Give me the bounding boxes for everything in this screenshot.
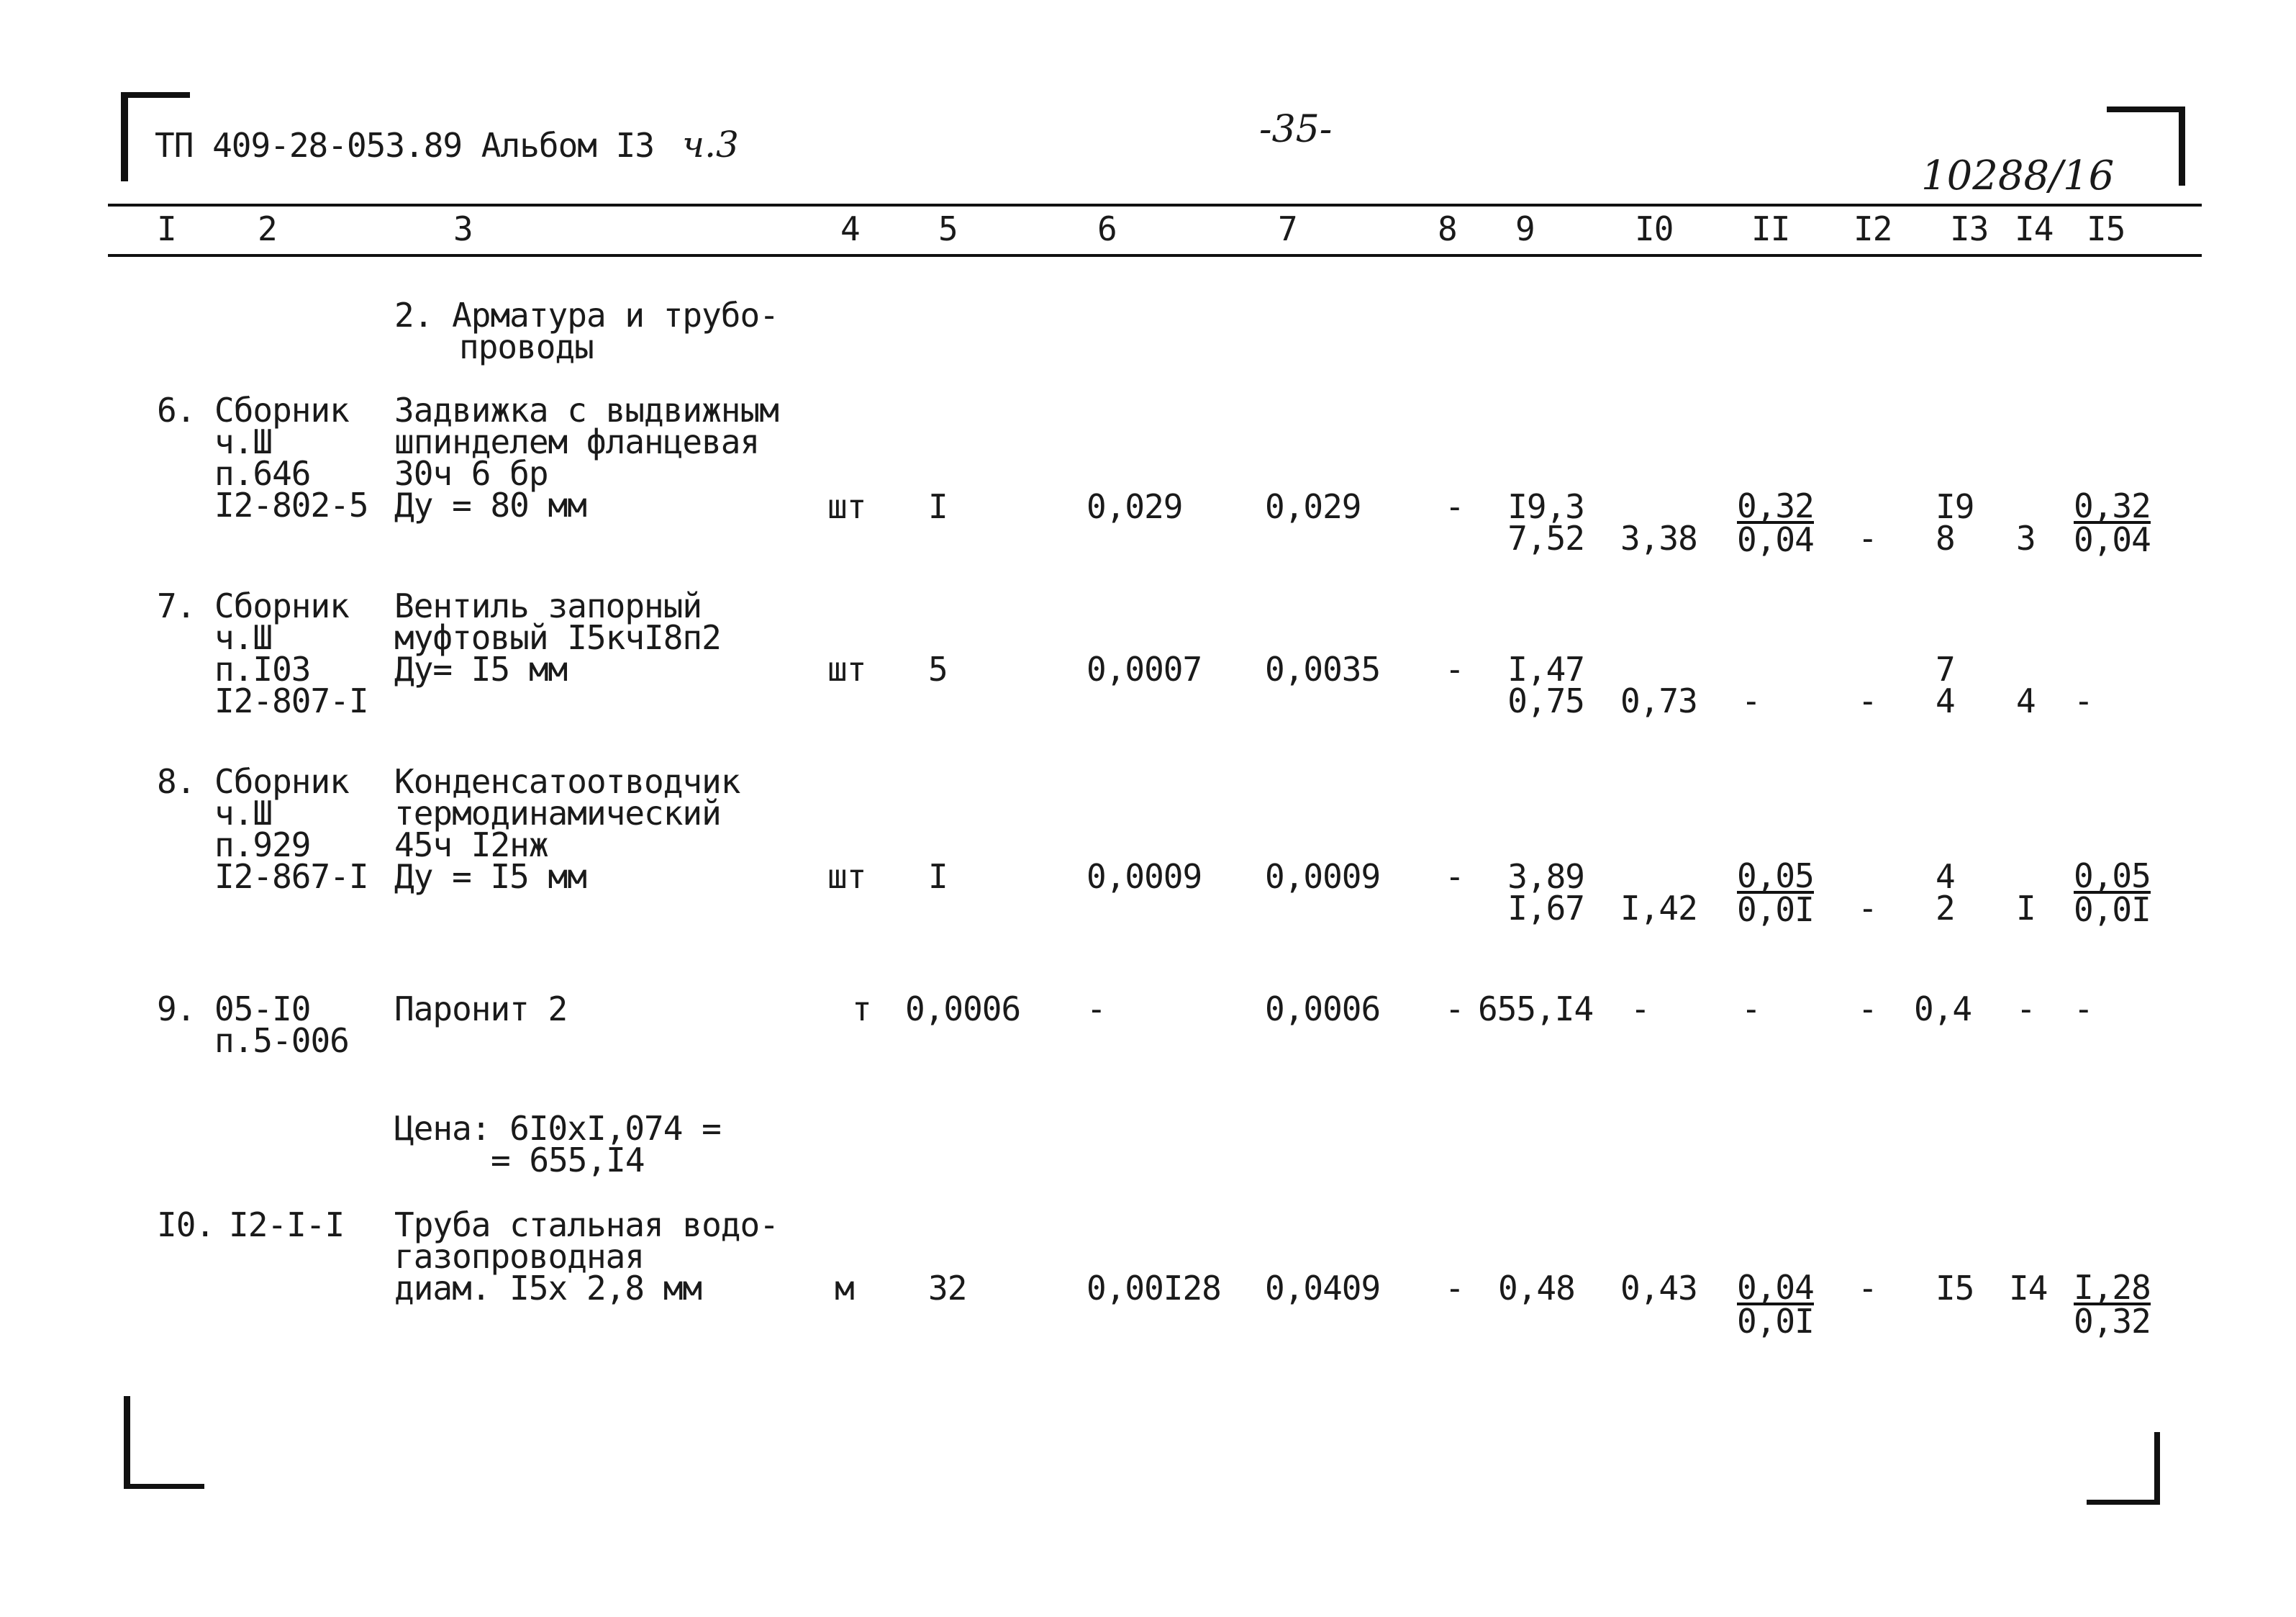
frame-corner-top-right [2179,107,2185,186]
name-line: шпинделем фланцевая [394,422,760,461]
col9-top: 3,89 [1507,857,1584,896]
name-line: муфтовый I5кчI8п2 [394,618,721,657]
frame-corner-top-left [121,92,128,181]
row-col10: 0,73 [1620,681,1697,720]
row-col6: 0,0007 [1086,650,1202,689]
row-col12: - [1858,519,1877,558]
fraction-numerator: 0,04 [1737,1268,1814,1307]
row-col14: I4 [2009,1269,2048,1308]
name-line: 30ч 6 бр [394,454,548,493]
row-col13: 0,4 [1914,989,1972,1028]
row-col7: 0,0035 [1265,650,1381,689]
row-col9: 655,I4 [1478,989,1594,1028]
row-col9 [1498,650,1584,720]
source-line: ч.Ш [214,618,273,657]
row-col12: - [1858,1269,1877,1308]
column-header: I2 [1853,209,1892,248]
name-line: Конденсатоотводчик [394,762,740,801]
col13-top: 7 [1936,650,1955,689]
fraction-numerator: 0,05 [2074,856,2151,895]
source-line: п.I03 [214,650,311,689]
col9-bottom: 7,52 [1507,519,1584,558]
row-name [394,762,740,896]
row-quantity: I [928,487,948,526]
name-line: Задвижка с выдвижным [394,391,779,430]
fraction-denominator: 0,0I [2074,890,2151,929]
column-header: 3 [453,209,473,248]
row-quantity: 5 [928,650,948,689]
column-header: 9 [1515,209,1535,248]
frame-corner-bottom-left [124,1484,204,1489]
row-col15-fraction [2074,1268,2151,1341]
row-col7: 0,0409 [1265,1269,1381,1308]
row-col13 [1936,487,1974,558]
row-source [214,762,368,896]
source-line: Сборник [214,762,349,801]
column-header: II [1751,209,1790,248]
column-header: 6 [1097,209,1117,248]
name-line: Ду= I5 мм [394,650,568,689]
row-col11-fraction [1737,1268,1814,1341]
row-col6: 0,029 [1086,487,1183,526]
row-col13 [1936,857,1955,928]
source-line: ч.Ш [214,422,273,461]
fraction-numerator: 0,05 [1737,856,1814,895]
name-line: 45ч I2нж [394,825,548,864]
source-line: Сборник [214,391,349,430]
col9-top: I,47 [1507,650,1584,689]
frame-corner-bottom-right [2087,1500,2160,1505]
row-col12: - [1858,681,1877,720]
row-number: I0. [157,1205,215,1244]
row-col7: 0,029 [1265,487,1361,526]
row-col13 [1936,650,1955,720]
row-col10: 0,43 [1620,1269,1697,1308]
row-unit: шт [827,487,866,526]
row-unit: шт [827,650,866,689]
col13-bottom: 2 [1936,889,1955,928]
column-header: 2 [258,209,277,248]
fraction-denominator: 0,32 [2074,1302,2151,1341]
row-col7: 0,0009 [1265,857,1381,896]
col9-top: I9,3 [1507,487,1584,526]
row-col13: I5 [1936,1269,1974,1308]
page-number: -35- [1259,108,1333,151]
name-line: газопроводная [394,1237,645,1276]
col13-top: I9 [1936,487,1974,526]
source-line: п.646 [214,454,311,493]
row-name [394,586,721,689]
source-line: ч.Ш [214,794,273,833]
row-col8: - [1445,1269,1464,1308]
row-col8: - [1445,650,1464,689]
section-heading-line: 2. Арматура и трубо- [394,296,779,335]
price-note [394,1109,721,1179]
fraction-denominator: 0,0I [1737,890,1814,929]
fraction-numerator: 0,32 [1737,486,1814,525]
row-col9 [1498,857,1584,928]
column-header: 4 [840,209,860,248]
price-note-line: Цена: 6I0хI,074 = [394,1109,721,1148]
row-col15: - [2074,989,2093,1028]
document-part: ч.3 [682,124,739,166]
row-col14: - [2016,989,2036,1028]
name-line: Ду = 80 мм [394,486,586,525]
name-line: Ду = I5 мм [394,857,586,896]
row-col11: - [1741,681,1761,720]
source-line: 05-I0 [214,989,311,1028]
row-col10: - [1630,989,1650,1028]
row-number: 9. [157,989,196,1028]
row-unit: м [835,1269,854,1308]
row-col8: - [1445,989,1464,1028]
col9-bottom: 0,75 [1507,681,1584,720]
row-number: 7. [157,586,196,625]
source-line: Сборник [214,586,349,625]
fraction-denominator: 0,04 [2074,520,2151,559]
row-col6: 0,0009 [1086,857,1202,896]
column-header: I4 [2015,209,2054,248]
col9-bottom: I,67 [1507,889,1584,928]
row-col14: 3 [2016,519,2036,558]
row-col14: 4 [2016,681,2036,720]
column-header: I5 [2087,209,2125,248]
row-name [394,989,568,1028]
col13-top: 4 [1936,857,1955,896]
row-unit: шт [827,857,866,896]
source-line: I2-I-I [229,1205,345,1244]
source-line: п.929 [214,825,311,864]
column-header: I [157,209,176,248]
fraction-numerator: I,28 [2074,1268,2151,1307]
row-col11-fraction [1737,856,1814,929]
handwritten-reference: 10288/16 [1921,153,2115,199]
column-header: 8 [1438,209,1457,248]
row-col8: - [1445,857,1464,896]
price-note-line: = 655,I4 [491,1141,645,1179]
name-line: Паронит 2 [394,989,568,1028]
row-col10: 3,38 [1620,519,1697,558]
column-header: 5 [938,209,958,248]
row-col6: - [1086,989,1106,1028]
row-col7: 0,0006 [1265,989,1381,1028]
table-top-rule [108,204,2202,207]
row-col12: - [1858,889,1877,928]
row-col8: - [1445,487,1464,526]
fraction-denominator: 0,04 [1737,520,1814,559]
document-code: ТП 409-28-053.89 Альбом I3 [155,126,655,165]
row-source [214,391,368,525]
row-col11: - [1741,989,1761,1028]
fraction-denominator: 0,0I [1737,1302,1814,1341]
row-col9 [1498,487,1584,558]
row-col14: I [2016,889,2036,928]
frame-corner-bottom-left [124,1396,130,1488]
col13-bottom: 8 [1936,519,1955,558]
source-line: I2-807-I [214,681,368,720]
column-header: I0 [1635,209,1674,248]
name-line: термодинамический [394,794,721,833]
table-header-rule [108,254,2202,257]
row-number: 8. [157,762,196,801]
frame-corner-top-right [2107,107,2184,112]
row-name [394,391,779,525]
section-heading-line: проводы [459,327,594,366]
row-name [394,1205,779,1308]
row-source [214,586,368,720]
column-header: 7 [1278,209,1297,248]
row-col10: I,42 [1620,889,1697,928]
row-unit: т [852,989,871,1028]
row-quantity: 0,0006 [905,989,1021,1028]
fraction-numerator: 0,32 [2074,486,2151,525]
name-line: Труба стальная водо- [394,1205,779,1244]
name-line: Вентиль запорный [394,586,702,625]
row-col15-fraction [2074,856,2151,929]
row-source [214,989,349,1060]
row-col15: - [2074,681,2093,720]
source-line: п.5-006 [214,1021,349,1060]
col13-bottom: 4 [1936,681,1955,720]
frame-corner-top-left [121,92,190,98]
frame-corner-bottom-right [2154,1432,2160,1504]
row-col15-fraction [2074,486,2151,559]
row-col6: 0,00I28 [1086,1269,1221,1308]
section-heading [394,296,779,366]
name-line: диам. I5х 2,8 мм [394,1269,702,1308]
row-quantity: I [928,857,948,896]
row-source [229,1205,345,1244]
row-quantity: 32 [928,1269,967,1308]
row-col11-fraction [1737,486,1814,559]
source-line: I2-867-I [214,857,368,896]
source-line: I2-802-5 [214,486,368,525]
row-col12: - [1858,989,1877,1028]
row-col9: 0,48 [1498,1269,1575,1308]
row-number: 6. [157,391,196,430]
column-header: I3 [1950,209,1989,248]
